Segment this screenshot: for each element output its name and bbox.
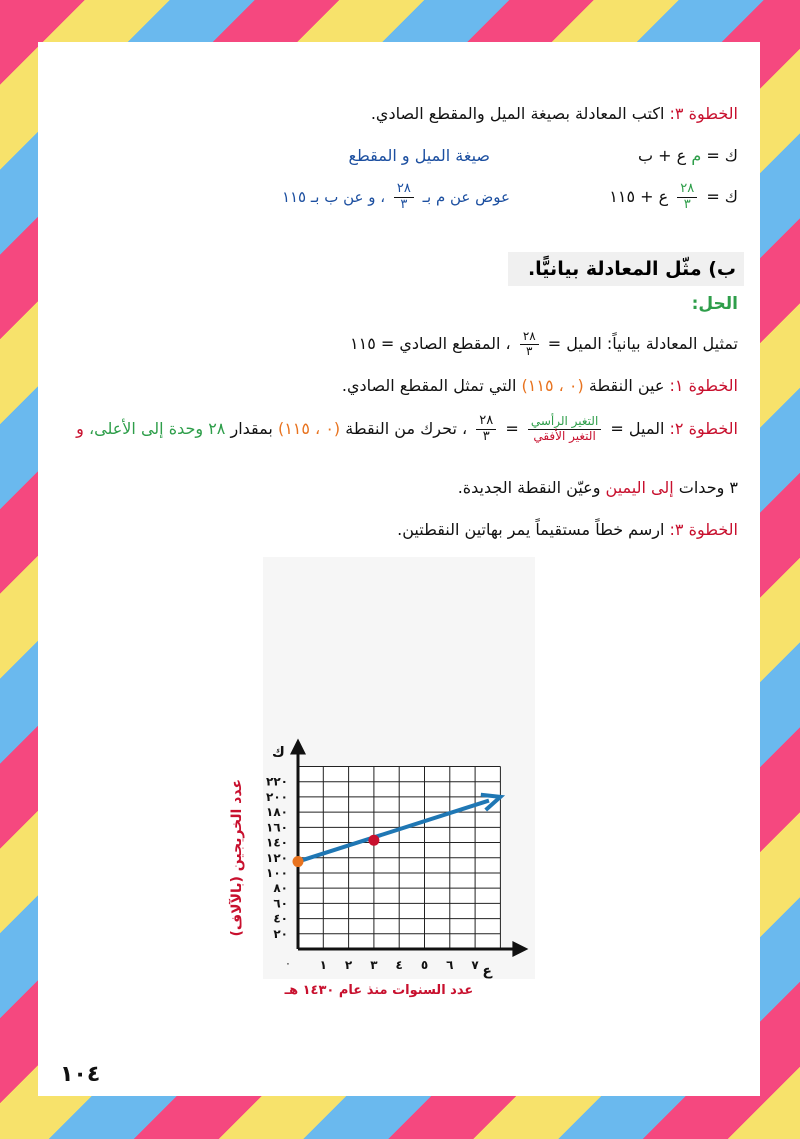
- step2-slope: الميل =: [610, 418, 665, 438]
- step1-text-b: التي تمثل المقطع الصادي.: [341, 376, 517, 395]
- y-tick-label: ٢٠٠: [266, 789, 288, 804]
- y-tick-label: ٨٠: [273, 881, 288, 896]
- graph-intro-b: ، المقطع الصادي = ١١٥: [350, 333, 511, 353]
- x-tick-label: ٧: [471, 958, 479, 972]
- step2-right: إلى اليمين: [605, 478, 674, 497]
- line-chart: [38, 42, 760, 1096]
- step2-den: ٣: [482, 428, 490, 444]
- step2-units: ٣ وحدات: [678, 478, 738, 497]
- graph-intro-num: ٢٨: [520, 330, 539, 345]
- step2-eq: =: [505, 418, 519, 438]
- part-b-text: مثّل المعادلة بيانيًّا.: [527, 258, 702, 280]
- eq2-den: ٣: [683, 196, 691, 212]
- eq2-note-b: ، و عن ب بـ ١١٥: [281, 187, 386, 206]
- data-point: [368, 835, 379, 846]
- step3-top-text: اكتب المعادلة بصيغة الميل والمقطع الصادي.: [370, 104, 665, 123]
- graph-intro-slope: الميل =: [547, 333, 602, 353]
- x-tick-label: ٣: [370, 958, 378, 972]
- page-number: ١٠٤: [60, 1062, 101, 1087]
- x-axis-title: عدد السنوات منذ عام ١٤٣٠ هـ: [284, 983, 474, 998]
- y-tick-label: ٢٠: [273, 926, 288, 941]
- y-tick-label: ١٠٠: [266, 865, 288, 880]
- y-axis-symbol: ك: [272, 744, 285, 761]
- y-tick-label: ٤٠: [273, 911, 288, 926]
- x-tick-label: ١: [319, 958, 327, 972]
- step2-label: الخطوة ٢:: [669, 418, 738, 438]
- x-tick-label: ٦: [446, 958, 454, 972]
- y-tick-label: ١٤٠: [266, 835, 288, 850]
- eq1-m: م: [691, 146, 702, 165]
- step3-top-label: الخطوة ٣:: [669, 104, 738, 123]
- eq2-num: ٢٨: [677, 182, 697, 198]
- y-tick-label: ١٢٠: [266, 850, 288, 865]
- y-tick-label: ١٨٠: [266, 805, 288, 820]
- y-axis-title: عدد الخريجين (بالآلاف): [229, 778, 245, 937]
- eq1-k: ك =: [706, 146, 738, 165]
- step2-run: التغير الأفقي: [533, 428, 596, 443]
- data-point: [293, 856, 304, 867]
- step3-bottom-text: ارسم خطاً مستقيماً يمر بهاتين النقطتين.: [397, 520, 665, 539]
- step2-text-a: ، تحرك من النقطة: [345, 418, 468, 438]
- y-tick-label: ٦٠: [273, 896, 288, 911]
- step2-and: و: [76, 418, 84, 438]
- step3-bottom-label: الخطوة ٣:: [669, 520, 738, 539]
- part-b-label: ب): [708, 258, 736, 280]
- step2-cont-text: وعيّن النقطة الجديدة.: [457, 478, 601, 497]
- x-tick-label: ٥: [420, 958, 429, 972]
- solution-label: الحل:: [691, 294, 738, 314]
- step2-point: (٠ ، ١١٥): [277, 418, 341, 438]
- step2-up: ٢٨ وحدة إلى الأعلى،: [88, 418, 226, 438]
- x-tick-label: ٢: [344, 958, 353, 972]
- step1-label: الخطوة ١:: [669, 376, 738, 395]
- step2-num: ٢٨: [476, 414, 496, 430]
- eq1-note: صيغة الميل و المقطع: [348, 146, 490, 165]
- eq2-note-a: عوض عن م بـ: [422, 187, 510, 206]
- step2-rise: التغير الرأسي: [528, 415, 601, 430]
- page: [38, 42, 760, 1096]
- eq2-rest: ع + ١١٥: [609, 186, 669, 206]
- eq2-note-den: ٣: [400, 196, 408, 212]
- eq1-rest: ع + ب: [638, 146, 687, 165]
- y-tick-label: ٢٢٠: [266, 774, 288, 789]
- x-tick-label: ٤: [395, 958, 403, 972]
- step1-point: (٠ ، ١١٥): [521, 376, 584, 395]
- step2-text-b: بمقدار: [230, 418, 273, 438]
- eq2-note-num: ٢٨: [394, 182, 414, 198]
- step1-text-a: عين النقطة: [588, 376, 665, 395]
- y-tick-label: ١٦٠: [266, 820, 288, 835]
- graph-intro-den: ٣: [526, 343, 533, 358]
- eq2-k: ك =: [706, 186, 738, 206]
- origin-label: ٠: [285, 957, 291, 970]
- graph-intro-a: تمثيل المعادلة بيانياً:: [606, 333, 738, 353]
- x-axis-symbol: ع: [482, 963, 492, 979]
